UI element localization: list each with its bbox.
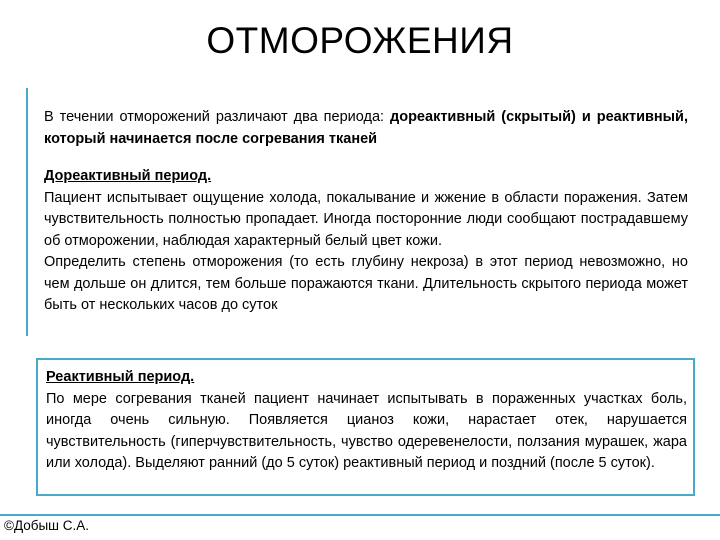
bottom-accent-line — [0, 514, 720, 516]
prereactive-paragraph-1: Пациент испытывает ощущение холода, покалывание и жжение в области поражения. Затем чувствительность полностью пропадает. Иногда посторонние люди сообщают пострадавшему об отморожении, наблюдая характерный белый цвет кожи. — [44, 189, 688, 249]
intro-paragraph — [44, 106, 688, 150]
reactive-paragraph: По мере согревания тканей пациент начинает испытывать в пораженных участках боль, иногда очень сильную. Появляется цианоз кожи, нарастает отек, нарушается чувствительность (гиперчувствительность, чувство одеревенелости, ползания мурашек, жара или холода). Выделяют ранний (до 5 суток) реактивный период и поздний (после 5 суток). — [46, 390, 687, 471]
intro-lead-text: В течении отморожений различают два периода: — [44, 109, 391, 125]
page-title: ОТМОРОЖЕНИЯ — [206, 20, 514, 61]
prereactive-paragraph-2: Определить степень отморожения (то есть глубину некроза) в этот период невозможно, но чем дольше он длится, тем больше поражаются ткани. Длительность скрытого периода может быть от нескольких часов до суток — [44, 254, 688, 313]
prereactive-section — [44, 166, 688, 317]
left-accent-line — [26, 88, 28, 336]
intro-bold-text: дореактивный (скрытый) и реактивный, который начинается после согревания тканей — [44, 109, 688, 147]
reactive-section-box — [36, 358, 695, 496]
reactive-heading: Реактивный период. — [46, 369, 195, 385]
prereactive-heading: Дореактивный период. — [44, 168, 212, 184]
copyright-footer: ©Добыш С.А. — [4, 518, 90, 533]
